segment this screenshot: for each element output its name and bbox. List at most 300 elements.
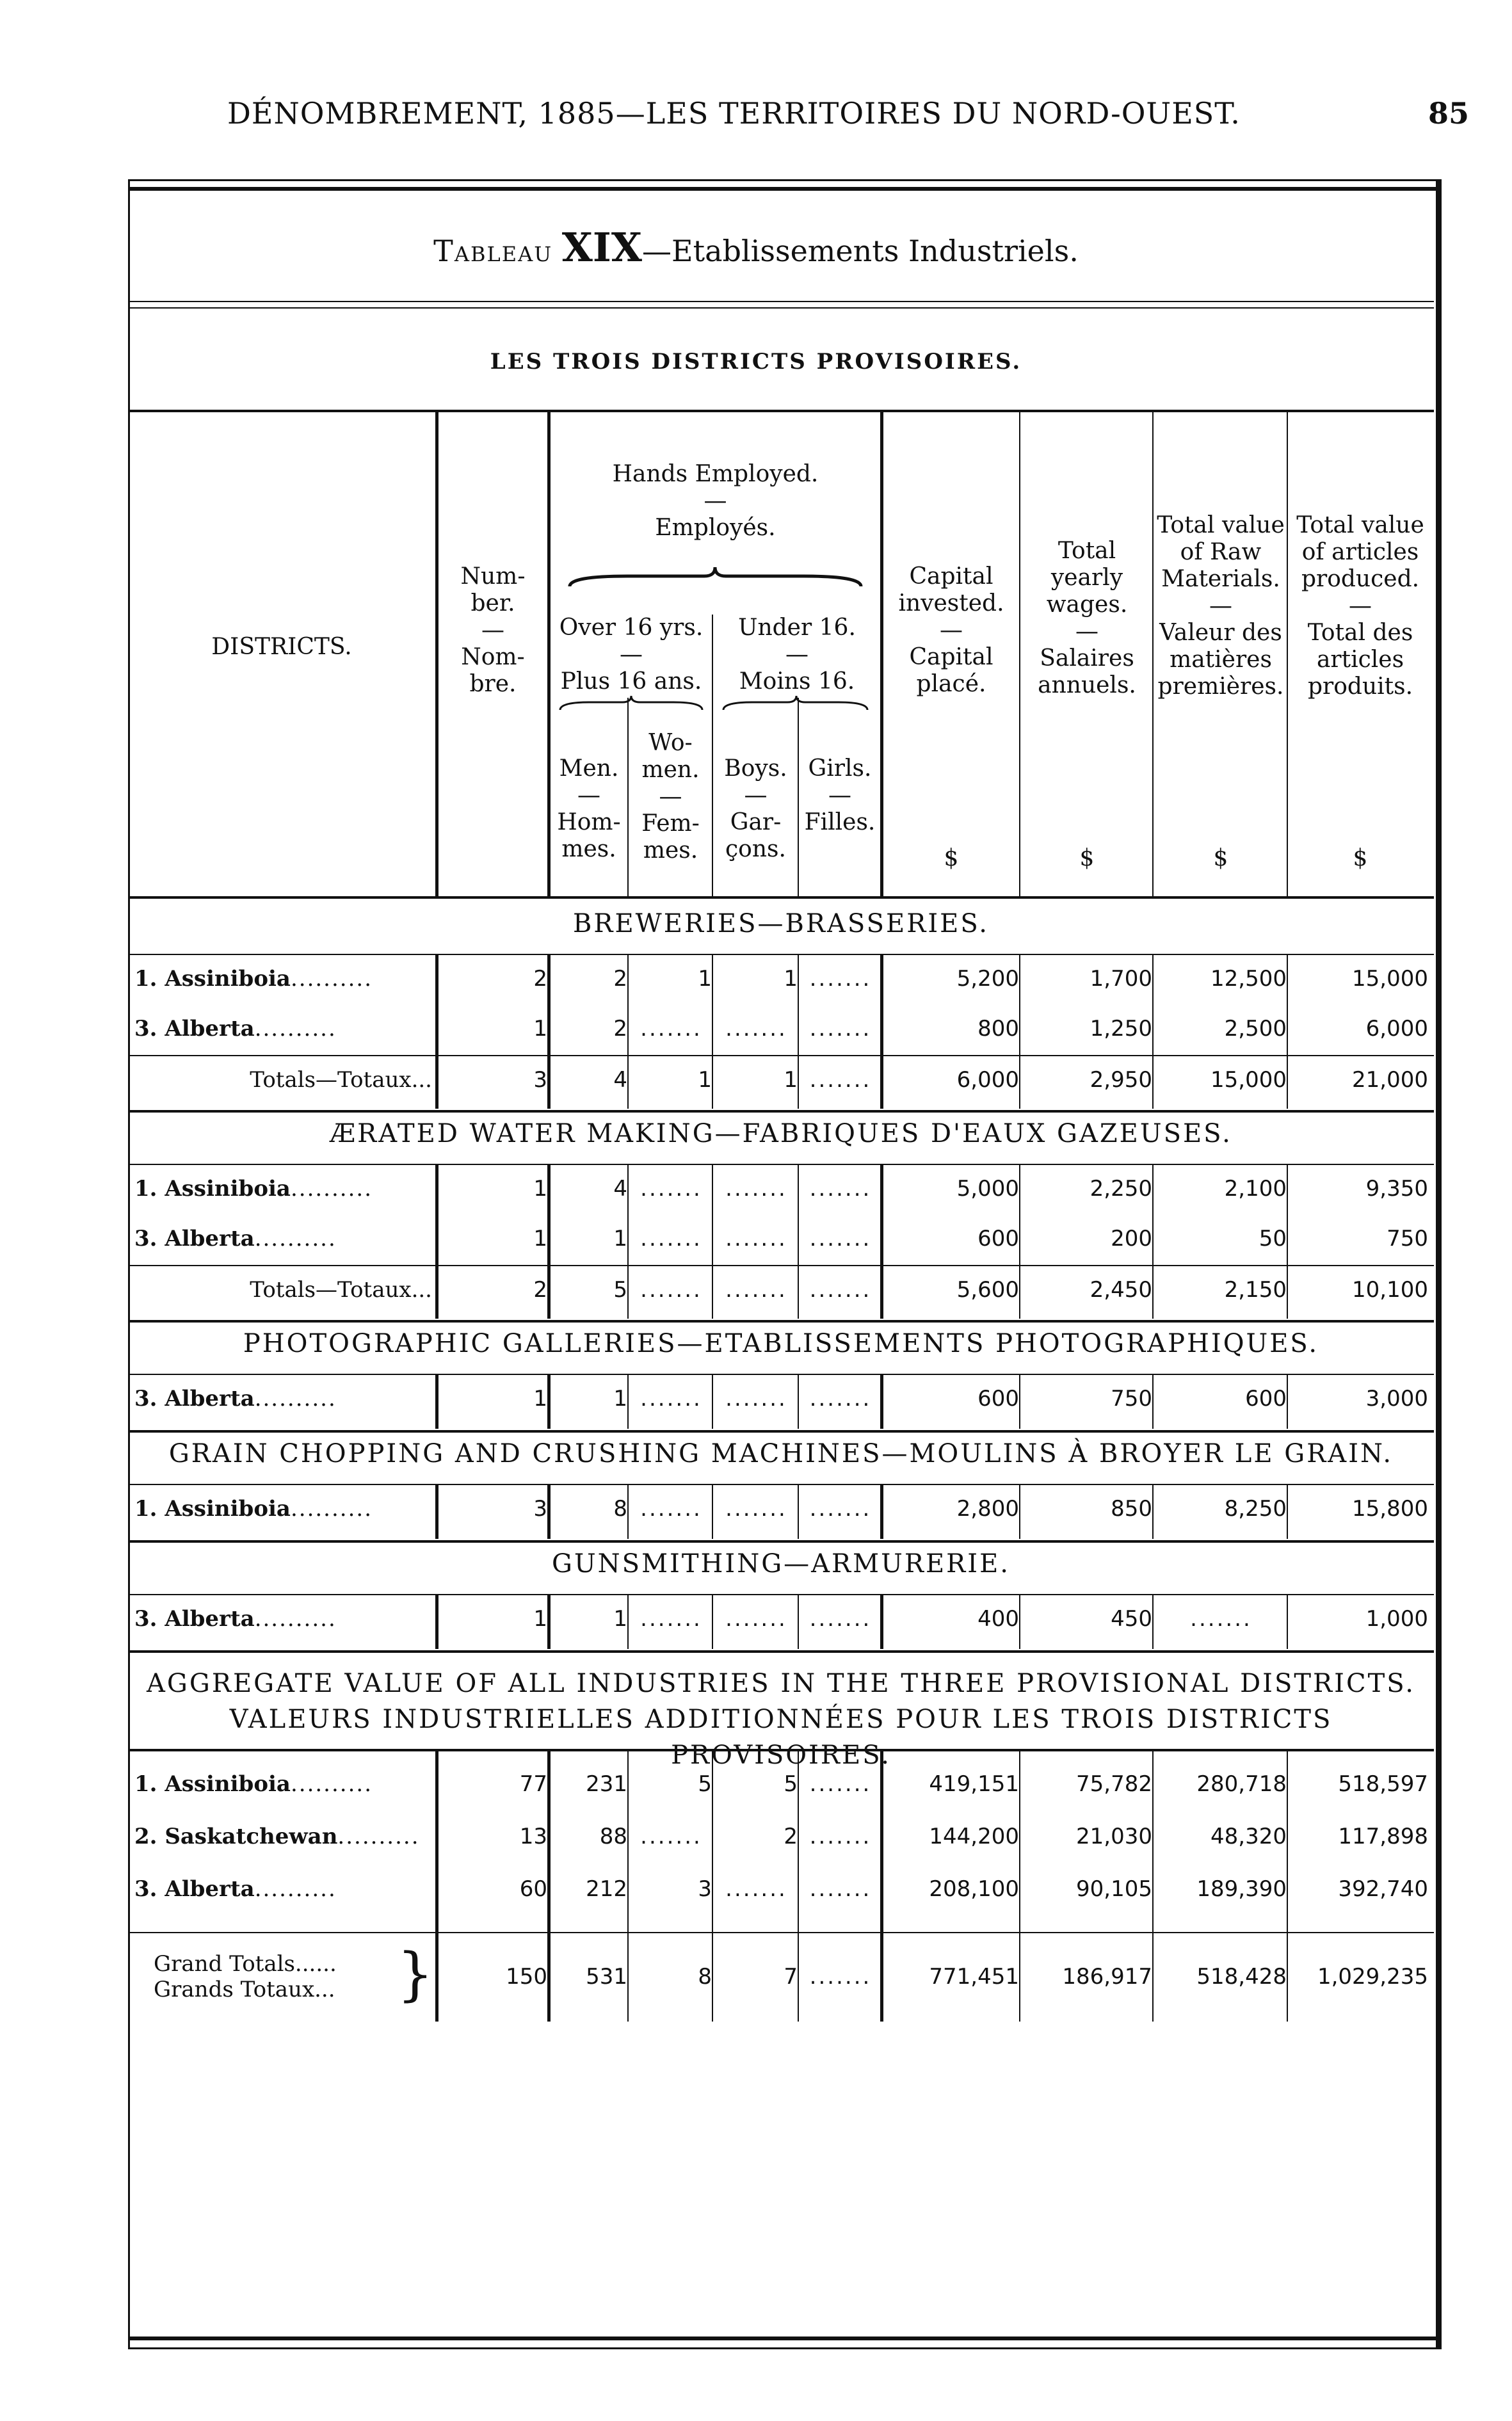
cell-raw: 8,250 — [1224, 1496, 1287, 1522]
totals-label — [134, 1058, 432, 1102]
cell-produced: 3,000 — [1365, 1386, 1428, 1412]
section-title: GRAIN CHOPPING AND CRUSHING MACHINES—MOULINS À BROYER LE GRAIN. — [168, 1439, 1394, 1468]
cell-boys: 5 — [784, 1771, 798, 1797]
cell-women: ....... — [640, 1277, 702, 1303]
leader-dots: .......... — [290, 966, 373, 992]
row-rule — [128, 1749, 1434, 1751]
cell-raw: ....... — [1190, 1606, 1252, 1632]
header-capital-fr: Capital placé. — [909, 644, 993, 697]
header-women-fr: Fem-mes. — [641, 810, 700, 864]
column-rule — [798, 1594, 799, 1649]
row-rule — [128, 1164, 1434, 1165]
district-name — [134, 1216, 432, 1261]
column-rule — [798, 1484, 799, 1539]
column-rule — [1019, 1164, 1020, 1319]
leader-dots: .......... — [254, 1876, 337, 1902]
cell-men: 4 — [613, 1176, 627, 1202]
cell-raw: 50 — [1259, 1226, 1287, 1251]
cell-number: 1 — [533, 1176, 547, 1202]
grand-cell-boys: 7 — [784, 1964, 798, 1990]
header-number-dash: — — [481, 617, 504, 643]
header-under16-dash: — — [785, 641, 808, 668]
cell-boys: 1 — [784, 1067, 798, 1093]
cell-produced: 10,100 — [1352, 1277, 1428, 1303]
cell-produced: 117,898 — [1338, 1824, 1428, 1849]
running-head-title: DÉNOMBREMENT, 1885—LES TERRITOIRES DU NORD-OUEST. — [227, 96, 1241, 131]
cell-capital: 600 — [977, 1386, 1019, 1412]
totals-row — [128, 1058, 1434, 1102]
header-raw-unit: $ — [1213, 845, 1228, 871]
row-rule — [128, 1932, 1434, 1933]
cell-women: 1 — [698, 966, 712, 992]
hands-brace — [551, 563, 880, 595]
table-row — [128, 1376, 1434, 1421]
section-title: BREWERIES—BRASSERIES. — [572, 909, 990, 938]
column-rule — [712, 1749, 713, 2022]
cell-number: 2 — [533, 966, 547, 992]
header-wages-en: Total yearly wages. — [1046, 538, 1128, 618]
cell-raw: 2,100 — [1224, 1176, 1287, 1202]
cell-women: ....... — [640, 1176, 702, 1202]
cell-produced: 15,800 — [1352, 1496, 1428, 1522]
district-name — [134, 956, 432, 1001]
cell-boys: ....... — [725, 1606, 787, 1632]
column-rule — [1019, 954, 1020, 1109]
column-rule — [1152, 1484, 1154, 1539]
grand-totals-fr: Grands Totaux... — [154, 1977, 335, 2002]
cell-women: ....... — [640, 1226, 702, 1251]
cell-produced: 392,740 — [1338, 1876, 1428, 1902]
header-men-dash: — — [577, 782, 600, 808]
column-rule — [880, 954, 883, 1109]
header-raw-en: Total value of Raw Materials. — [1157, 512, 1285, 592]
row-rule — [128, 1540, 1434, 1543]
district-label: 3. Alberta — [134, 1606, 255, 1632]
aggregate-title — [128, 1666, 1434, 1773]
cell-men: 4 — [613, 1067, 627, 1093]
cell-number: 1 — [533, 1226, 547, 1251]
header-number-fr: Nom-bre. — [461, 644, 525, 697]
cell-capital: 600 — [977, 1226, 1019, 1251]
cell-men: 5 — [613, 1277, 627, 1303]
table-row — [128, 1762, 1434, 1806]
header-wages-dash: — — [1075, 618, 1098, 645]
header-produced-en: Total value of articles produced. — [1296, 512, 1424, 592]
header-raw-dash: — — [1209, 593, 1232, 619]
cell-number: 1 — [533, 1386, 547, 1412]
totals-label-text: Totals—Totaux — [250, 1067, 412, 1093]
cell-women: ....... — [640, 1824, 702, 1849]
leader-dots: .......... — [254, 1226, 337, 1251]
cell-girls: ....... — [809, 1496, 872, 1522]
header-raw-fr: Valeur des matières premières. — [1157, 620, 1284, 700]
column-rule — [435, 1749, 438, 2022]
header-over16-dash: — — [620, 641, 643, 668]
cell-girls: ....... — [809, 1016, 872, 1042]
table-row — [128, 1597, 1434, 1641]
column-rule — [1019, 1374, 1020, 1429]
cell-capital: 5,600 — [956, 1277, 1019, 1303]
district-name — [134, 1486, 432, 1531]
cell-boys: 2 — [784, 1824, 798, 1849]
district-name — [134, 1762, 432, 1806]
column-rule — [1287, 1164, 1288, 1319]
grand-cell-produced: 1,029,235 — [1317, 1964, 1428, 1990]
cell-girls: ....... — [809, 1606, 872, 1632]
grand-cell-raw: 518,428 — [1196, 1964, 1287, 1990]
cell-girls: ....... — [809, 1226, 872, 1251]
column-rule — [712, 1484, 713, 1539]
column-rule — [547, 1164, 551, 1319]
table-row — [128, 1216, 1434, 1261]
cell-men: 1 — [613, 1386, 627, 1412]
section-title: GUNSMITHING—ARMURERIE. — [552, 1549, 1010, 1579]
brace-symbol: } — [397, 1941, 434, 2008]
column-rule — [798, 1374, 799, 1429]
header-boys-fr: Gar-çons. — [725, 809, 786, 862]
column-rule — [1287, 1594, 1288, 1649]
header-girls-fr: Filles. — [804, 809, 876, 835]
cell-produced: 15,000 — [1352, 966, 1428, 992]
cell-capital: 208,100 — [929, 1876, 1019, 1902]
cell-women: ....... — [640, 1606, 702, 1632]
table-number: XIX — [561, 224, 643, 271]
table-row — [128, 1867, 1434, 1911]
row-rule — [128, 1320, 1434, 1323]
section-title: ÆRATED WATER MAKING—FABRIQUES D'EAUX GAZEUSES. — [330, 1119, 1232, 1148]
header-boys-en: Boys. — [724, 755, 787, 782]
header-produced — [1289, 512, 1431, 700]
district-label: 1. Assiniboia — [134, 1176, 291, 1202]
column-rule — [435, 1164, 438, 1319]
leader-dots: ... — [411, 1067, 432, 1093]
district-label: 3. Alberta — [134, 1876, 255, 1902]
header-over16 — [551, 615, 712, 695]
header-number — [438, 563, 547, 698]
cell-women: 5 — [698, 1771, 712, 1797]
totals-label-text: Totals—Totaux — [250, 1277, 412, 1303]
header-capital — [883, 563, 1019, 698]
table-row — [128, 1486, 1434, 1531]
leader-dots: ... — [411, 1277, 432, 1303]
cell-number: 77 — [519, 1771, 547, 1797]
cell-raw: 189,390 — [1196, 1876, 1287, 1902]
header-capital-en: Capital invested. — [898, 563, 1004, 616]
header-over16-en: Over 16 yrs. — [559, 615, 704, 641]
grand-cell-girls: ....... — [809, 1964, 872, 1990]
column-rule — [1287, 1749, 1288, 2022]
column-rule — [547, 954, 551, 1109]
column-rule — [1152, 1749, 1154, 2022]
header-under16 — [714, 615, 880, 695]
header-boys-dash: — — [744, 782, 768, 808]
column-rule — [880, 1484, 883, 1539]
cell-women: 1 — [698, 1067, 712, 1093]
district-label: 1. Assiniboia — [134, 1771, 291, 1797]
row-rule — [128, 1110, 1434, 1113]
age-braces — [551, 695, 880, 714]
header-hands-en: Hands Employed. — [612, 461, 819, 487]
cell-produced: 750 — [1387, 1226, 1428, 1251]
row-rule — [128, 1650, 1434, 1653]
column-rule — [435, 1374, 438, 1429]
cell-girls: ....... — [809, 966, 872, 992]
cell-wages: 1,250 — [1090, 1016, 1152, 1042]
cell-capital: 800 — [977, 1016, 1019, 1042]
header-bottom-rule — [128, 896, 1434, 899]
district-name — [134, 1814, 432, 1859]
page-number: 85 — [1428, 96, 1469, 131]
cell-wages: 2,950 — [1090, 1067, 1152, 1093]
cell-boys: ....... — [725, 1277, 787, 1303]
district-label: 3. Alberta — [134, 1016, 255, 1042]
row-rule — [128, 1265, 1434, 1266]
column-rule — [1287, 954, 1288, 1109]
column-rule — [798, 1164, 799, 1319]
cell-raw: 12,500 — [1210, 966, 1287, 992]
column-rule — [547, 1374, 551, 1429]
leader-dots: .......... — [290, 1176, 373, 1202]
cell-raw: 2,150 — [1224, 1277, 1287, 1303]
cell-raw: 2,500 — [1224, 1016, 1287, 1042]
cell-wages: 1,700 — [1090, 966, 1152, 992]
cell-men: 2 — [613, 1016, 627, 1042]
cell-women: ....... — [640, 1386, 702, 1412]
cell-capital: 5,200 — [956, 966, 1019, 992]
totals-label — [134, 1267, 432, 1312]
column-rule — [1019, 1484, 1020, 1539]
cell-men: 1 — [613, 1226, 627, 1251]
column-rule — [627, 954, 629, 1109]
district-name — [134, 1376, 432, 1421]
cell-wages: 2,250 — [1090, 1176, 1152, 1202]
title-rule — [128, 301, 1434, 309]
row-rule — [128, 1594, 1434, 1595]
header-men-en: Men. — [559, 755, 619, 782]
column-rule — [712, 1594, 713, 1649]
column-rule — [1152, 1374, 1154, 1429]
cell-raw: 48,320 — [1210, 1824, 1287, 1849]
cell-number: 2 — [533, 1277, 547, 1303]
header-women — [629, 730, 712, 864]
cell-men: 212 — [586, 1876, 627, 1902]
column-rule — [547, 1484, 551, 1539]
column-rule — [1019, 1749, 1020, 2022]
column-rule — [798, 954, 799, 1109]
header-top-rule — [128, 410, 1434, 412]
row-rule — [128, 954, 1434, 955]
cell-men: 231 — [586, 1771, 627, 1797]
cell-produced: 1,000 — [1365, 1606, 1428, 1632]
header-wages-unit: $ — [1079, 845, 1095, 871]
header-men-fr: Hom-mes. — [557, 809, 621, 862]
cell-girls: ....... — [809, 1876, 872, 1902]
header-under16-fr: Moins 16. — [739, 668, 855, 695]
column-rule — [712, 954, 713, 1109]
cell-wages: 2,450 — [1090, 1277, 1152, 1303]
table-title — [0, 224, 1512, 271]
table-row — [128, 1814, 1434, 1859]
header-hands-dash: — — [704, 488, 727, 514]
header-produced-unit: $ — [1353, 845, 1368, 871]
district-name — [134, 1166, 432, 1211]
section-title: PHOTOGRAPHIC GALLERIES—ETABLISSEMENTS PHOTOGRAPHIQUES. — [243, 1329, 1319, 1358]
district-name — [134, 1867, 432, 1911]
district-name — [134, 1006, 432, 1051]
grand-totals-en: Grand Totals...... — [154, 1951, 337, 1977]
cell-number: 13 — [519, 1824, 547, 1849]
district-label: 3. Alberta — [134, 1226, 255, 1251]
cell-produced: 9,350 — [1365, 1176, 1428, 1202]
table-row — [128, 1166, 1434, 1211]
column-rule — [880, 1594, 883, 1649]
cell-capital: 419,151 — [929, 1771, 1019, 1797]
cell-number: 60 — [519, 1876, 547, 1902]
cell-boys: ....... — [725, 1226, 787, 1251]
header-wages-fr: Salaires annuels. — [1038, 645, 1136, 698]
district-label: 2. Saskatchewan — [134, 1824, 338, 1849]
cell-girls: ....... — [809, 1277, 872, 1303]
column-rule — [547, 1749, 551, 2022]
header-girls-dash: — — [828, 782, 851, 808]
table-title-text: —Etablissements Industriels. — [642, 234, 1079, 268]
leader-dots: .......... — [254, 1606, 337, 1632]
cell-girls: ....... — [809, 1824, 872, 1849]
cell-produced: 21,000 — [1352, 1067, 1428, 1093]
header-girls-en: Girls. — [808, 755, 872, 782]
header-produced-dash: — — [1349, 593, 1372, 619]
header-under16-en: Under 16. — [738, 615, 856, 641]
cell-produced: 518,597 — [1338, 1771, 1428, 1797]
column-rule — [435, 954, 438, 1109]
district-label: 1. Assiniboia — [134, 1496, 291, 1522]
header-number-en: Num-ber. — [460, 563, 526, 616]
aggregate-title-fr: VALEURS INDUSTRIELLES ADDITIONNÉES POUR LES TROIS DISTRICTS PROVISOIRES. — [229, 1705, 1333, 1770]
header-produced-fr: Total des articles produits. — [1307, 620, 1413, 700]
table-row — [128, 956, 1434, 1001]
cell-women: ....... — [640, 1496, 702, 1522]
leader-dots: .......... — [254, 1016, 337, 1042]
cell-girls: ....... — [809, 1176, 872, 1202]
header-hands — [551, 461, 880, 542]
grand-cell-men: 531 — [586, 1964, 627, 1990]
leader-dots: .......... — [290, 1496, 373, 1522]
column-rule — [435, 1484, 438, 1539]
column-rule — [712, 1164, 713, 1319]
cell-produced: 6,000 — [1365, 1016, 1428, 1042]
cell-women: 3 — [698, 1876, 712, 1902]
cell-wages: 750 — [1111, 1386, 1152, 1412]
leader-dots: .......... — [337, 1824, 420, 1849]
column-rule — [627, 1749, 629, 2022]
cell-capital: 144,200 — [929, 1824, 1019, 1849]
header-women-en: Wo-men. — [641, 730, 700, 783]
cell-boys: ....... — [725, 1386, 787, 1412]
grand-cell-capital: 771,451 — [929, 1964, 1019, 1990]
header-hands-fr: Employés. — [655, 515, 776, 541]
cell-number: 3 — [533, 1067, 547, 1093]
district-name — [134, 1597, 432, 1641]
column-rule — [627, 1594, 629, 1649]
cell-men: 1 — [613, 1606, 627, 1632]
header-boys — [714, 755, 798, 863]
cell-women: ....... — [640, 1016, 702, 1042]
table-title-prefix: Tableau — [433, 234, 553, 268]
column-rule — [1019, 1594, 1020, 1649]
aggregate-title-en: AGGREGATE VALUE OF ALL INDUSTRIES IN THE THREE PROVISIONAL DISTRICTS. — [147, 1669, 1415, 1698]
cell-boys: ....... — [725, 1876, 787, 1902]
cell-capital: 400 — [977, 1606, 1019, 1632]
header-raw — [1155, 512, 1287, 700]
cell-wages: 75,782 — [1076, 1771, 1152, 1797]
cell-raw: 600 — [1245, 1386, 1287, 1412]
cell-men: 2 — [613, 966, 627, 992]
header-men — [551, 755, 627, 863]
column-rule — [1287, 1484, 1288, 1539]
column-rule — [1152, 1164, 1154, 1319]
header-girls — [800, 755, 880, 836]
cell-men: 88 — [599, 1824, 627, 1849]
cell-boys: 1 — [784, 966, 798, 992]
grand-totals-row — [128, 1954, 1434, 1999]
column-rule — [627, 1484, 629, 1539]
header-capital-unit: $ — [944, 845, 959, 871]
cell-raw: 15,000 — [1210, 1067, 1287, 1093]
running-head — [227, 96, 1469, 141]
leader-dots: .......... — [290, 1771, 373, 1797]
district-label: 3. Alberta — [134, 1386, 255, 1412]
cell-boys: ....... — [725, 1176, 787, 1202]
column-rule — [880, 1164, 883, 1319]
column-rule — [712, 1374, 713, 1429]
cell-number: 3 — [533, 1496, 547, 1522]
row-rule — [128, 1484, 1434, 1485]
leader-dots: .......... — [254, 1386, 337, 1412]
district-label: 1. Assiniboia — [134, 966, 291, 992]
column-rule — [627, 1374, 629, 1429]
table-subtitle: LES TROIS DISTRICTS PROVISOIRES. — [490, 349, 1022, 374]
cell-men: 8 — [613, 1496, 627, 1522]
cell-wages: 21,030 — [1076, 1824, 1152, 1849]
cell-girls: ....... — [809, 1386, 872, 1412]
cell-capital: 6,000 — [956, 1067, 1019, 1093]
totals-row — [128, 1267, 1434, 1312]
grand-cell-number: 150 — [506, 1964, 547, 1990]
cell-boys: ....... — [725, 1016, 787, 1042]
column-rule — [1287, 1374, 1288, 1429]
header-over16-fr: Plus 16 ans. — [560, 668, 702, 695]
cell-boys: ....... — [725, 1496, 787, 1522]
column-rule — [627, 1164, 629, 1319]
grand-cell-wages: 186,917 — [1062, 1964, 1152, 1990]
row-rule — [128, 1374, 1434, 1375]
header-capital-dash: — — [940, 617, 963, 643]
column-rule — [547, 1594, 551, 1649]
header-districts: DISTRICTS. — [211, 634, 352, 660]
row-rule — [128, 1055, 1434, 1056]
header-women-dash: — — [659, 784, 682, 810]
grand-cell-women: 8 — [698, 1964, 712, 1990]
table-row — [128, 1006, 1434, 1051]
column-rule — [880, 1374, 883, 1429]
cell-girls: ....... — [809, 1771, 872, 1797]
cell-wages: 450 — [1111, 1606, 1152, 1632]
column-rule — [435, 1594, 438, 1649]
column-rule — [1152, 954, 1154, 1109]
column-rule — [798, 1749, 799, 2022]
column-rule — [880, 1749, 883, 2022]
cell-number: 1 — [533, 1016, 547, 1042]
